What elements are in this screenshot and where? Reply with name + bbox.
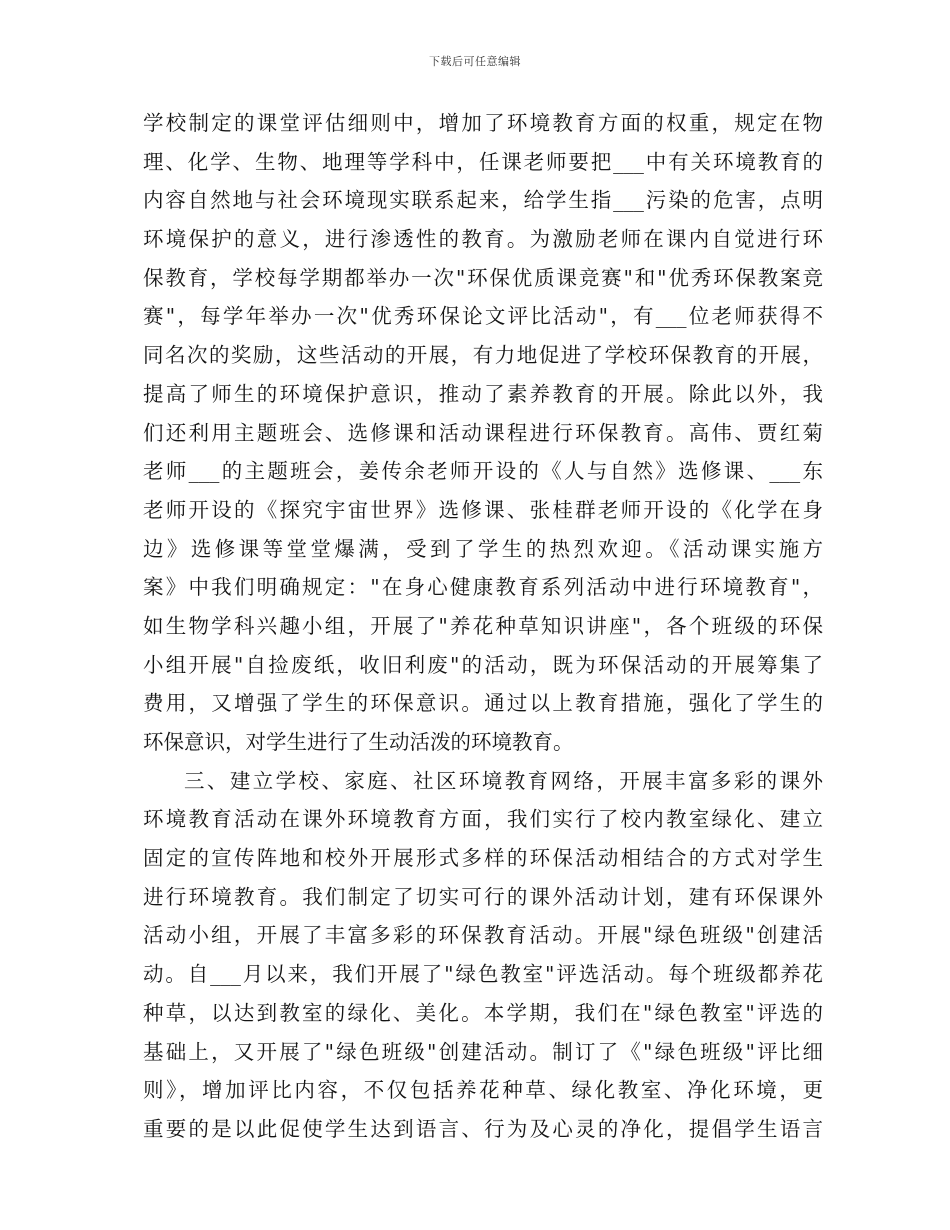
- body-text-line: 们还利用主题班会、选修课和活动课程进行环保教育。高伟、贾红菊: [143, 420, 823, 445]
- body-text-line: 学校制定的课堂评估细则中，增加了环境教育方面的权重，规定在物: [143, 111, 823, 135]
- body-text-line: 同名次的奖励，这些活动的开展，有力地促进了学校环保教育的开展，: [143, 343, 823, 368]
- body-text-line: 保教育，学校每学期都举办一次"环保优质课竞赛"和"优秀环保教案竞: [143, 265, 823, 290]
- body-text-line: 固定的宣传阵地和校外开展形式多样的环保活动相结合的方式对学生: [143, 846, 823, 871]
- body-text-line: 如生物学科兴趣小组，开展了"养花种草知识讲座"，各个班级的环保: [143, 613, 823, 638]
- body-text-line: 老师___的主题班会，姜传余老师开设的《人与自然》选修课、___东: [143, 459, 823, 484]
- body-text-line: 环保意识，对学生进行了生动活泼的环境教育。: [143, 730, 574, 754]
- body-text-line: 动。自___月以来，我们开展了"绿色教室"评选活动。每个班级都养花: [143, 962, 823, 987]
- body-text-line: 理、化学、生物、地理等学科中，任课老师要把___中有关环境教育的: [143, 149, 823, 174]
- body-text-line: 环境教育活动在课外环境教育方面，我们实行了校内教室绿化、建立: [143, 807, 823, 832]
- body-text-line: 老师开设的《探究宇宙世界》选修课、张桂群老师开设的《化学在身: [143, 497, 823, 522]
- body-text-line: 基础上，又开展了"绿色班级"创建活动。制订了《"绿色班级"评比细: [143, 1039, 823, 1064]
- body-text-line: 三、建立学校、家庭、社区环境教育网络，开展丰富多彩的课外: [184, 768, 823, 793]
- body-text-line: 进行环境教育。我们制定了切实可行的课外活动计划，建有环保课外: [143, 884, 823, 909]
- body-text-line: 费用，又增强了学生的环保意识。通过以上教育措施，强化了学生的: [143, 691, 823, 716]
- body-text-line: 内容自然地与社会环境现实联系起来，给学生指___污染的危害，点明: [143, 188, 823, 213]
- body-text-line: 赛"，每学年举办一次"优秀环保论文评比活动"，有___位老师获得不: [143, 304, 823, 329]
- page-header: 下载后可任意编辑: [429, 55, 521, 68]
- body-text-line: 种草，以达到教室的绿化、美化。本学期，我们在"绿色教室"评选的: [143, 1000, 823, 1025]
- body-text-line: 案》中我们明确规定："在身心健康教育系列活动中进行环境教育"，: [143, 575, 823, 600]
- body-text-line: 重要的是以此促使学生达到语言、行为及心灵的净化，提倡学生语言: [143, 1116, 823, 1141]
- body-text-line: 则》，增加评比内容，不仅包括养花种草、绿化教室、净化环境，更: [143, 1078, 823, 1103]
- body-text-line: 边》选修课等堂堂爆满，受到了学生的热烈欢迎。《活动课实施方: [143, 536, 823, 561]
- body-text-line: 提高了师生的环境保护意识，推动了素养教育的开展。除此以外，我: [143, 381, 823, 406]
- body-text-line: 环境保护的意义，进行渗透性的教育。为激励老师在课内自觉进行环: [143, 227, 823, 252]
- body-text-line: 小组开展"自捡废纸，收旧利废"的活动，既为环保活动的开展筹集了: [143, 652, 823, 677]
- body-text-line: 活动小组，开展了丰富多彩的环保教育活动。开展"绿色班级"创建活: [143, 923, 823, 948]
- document-body: [143, 104, 823, 1149]
